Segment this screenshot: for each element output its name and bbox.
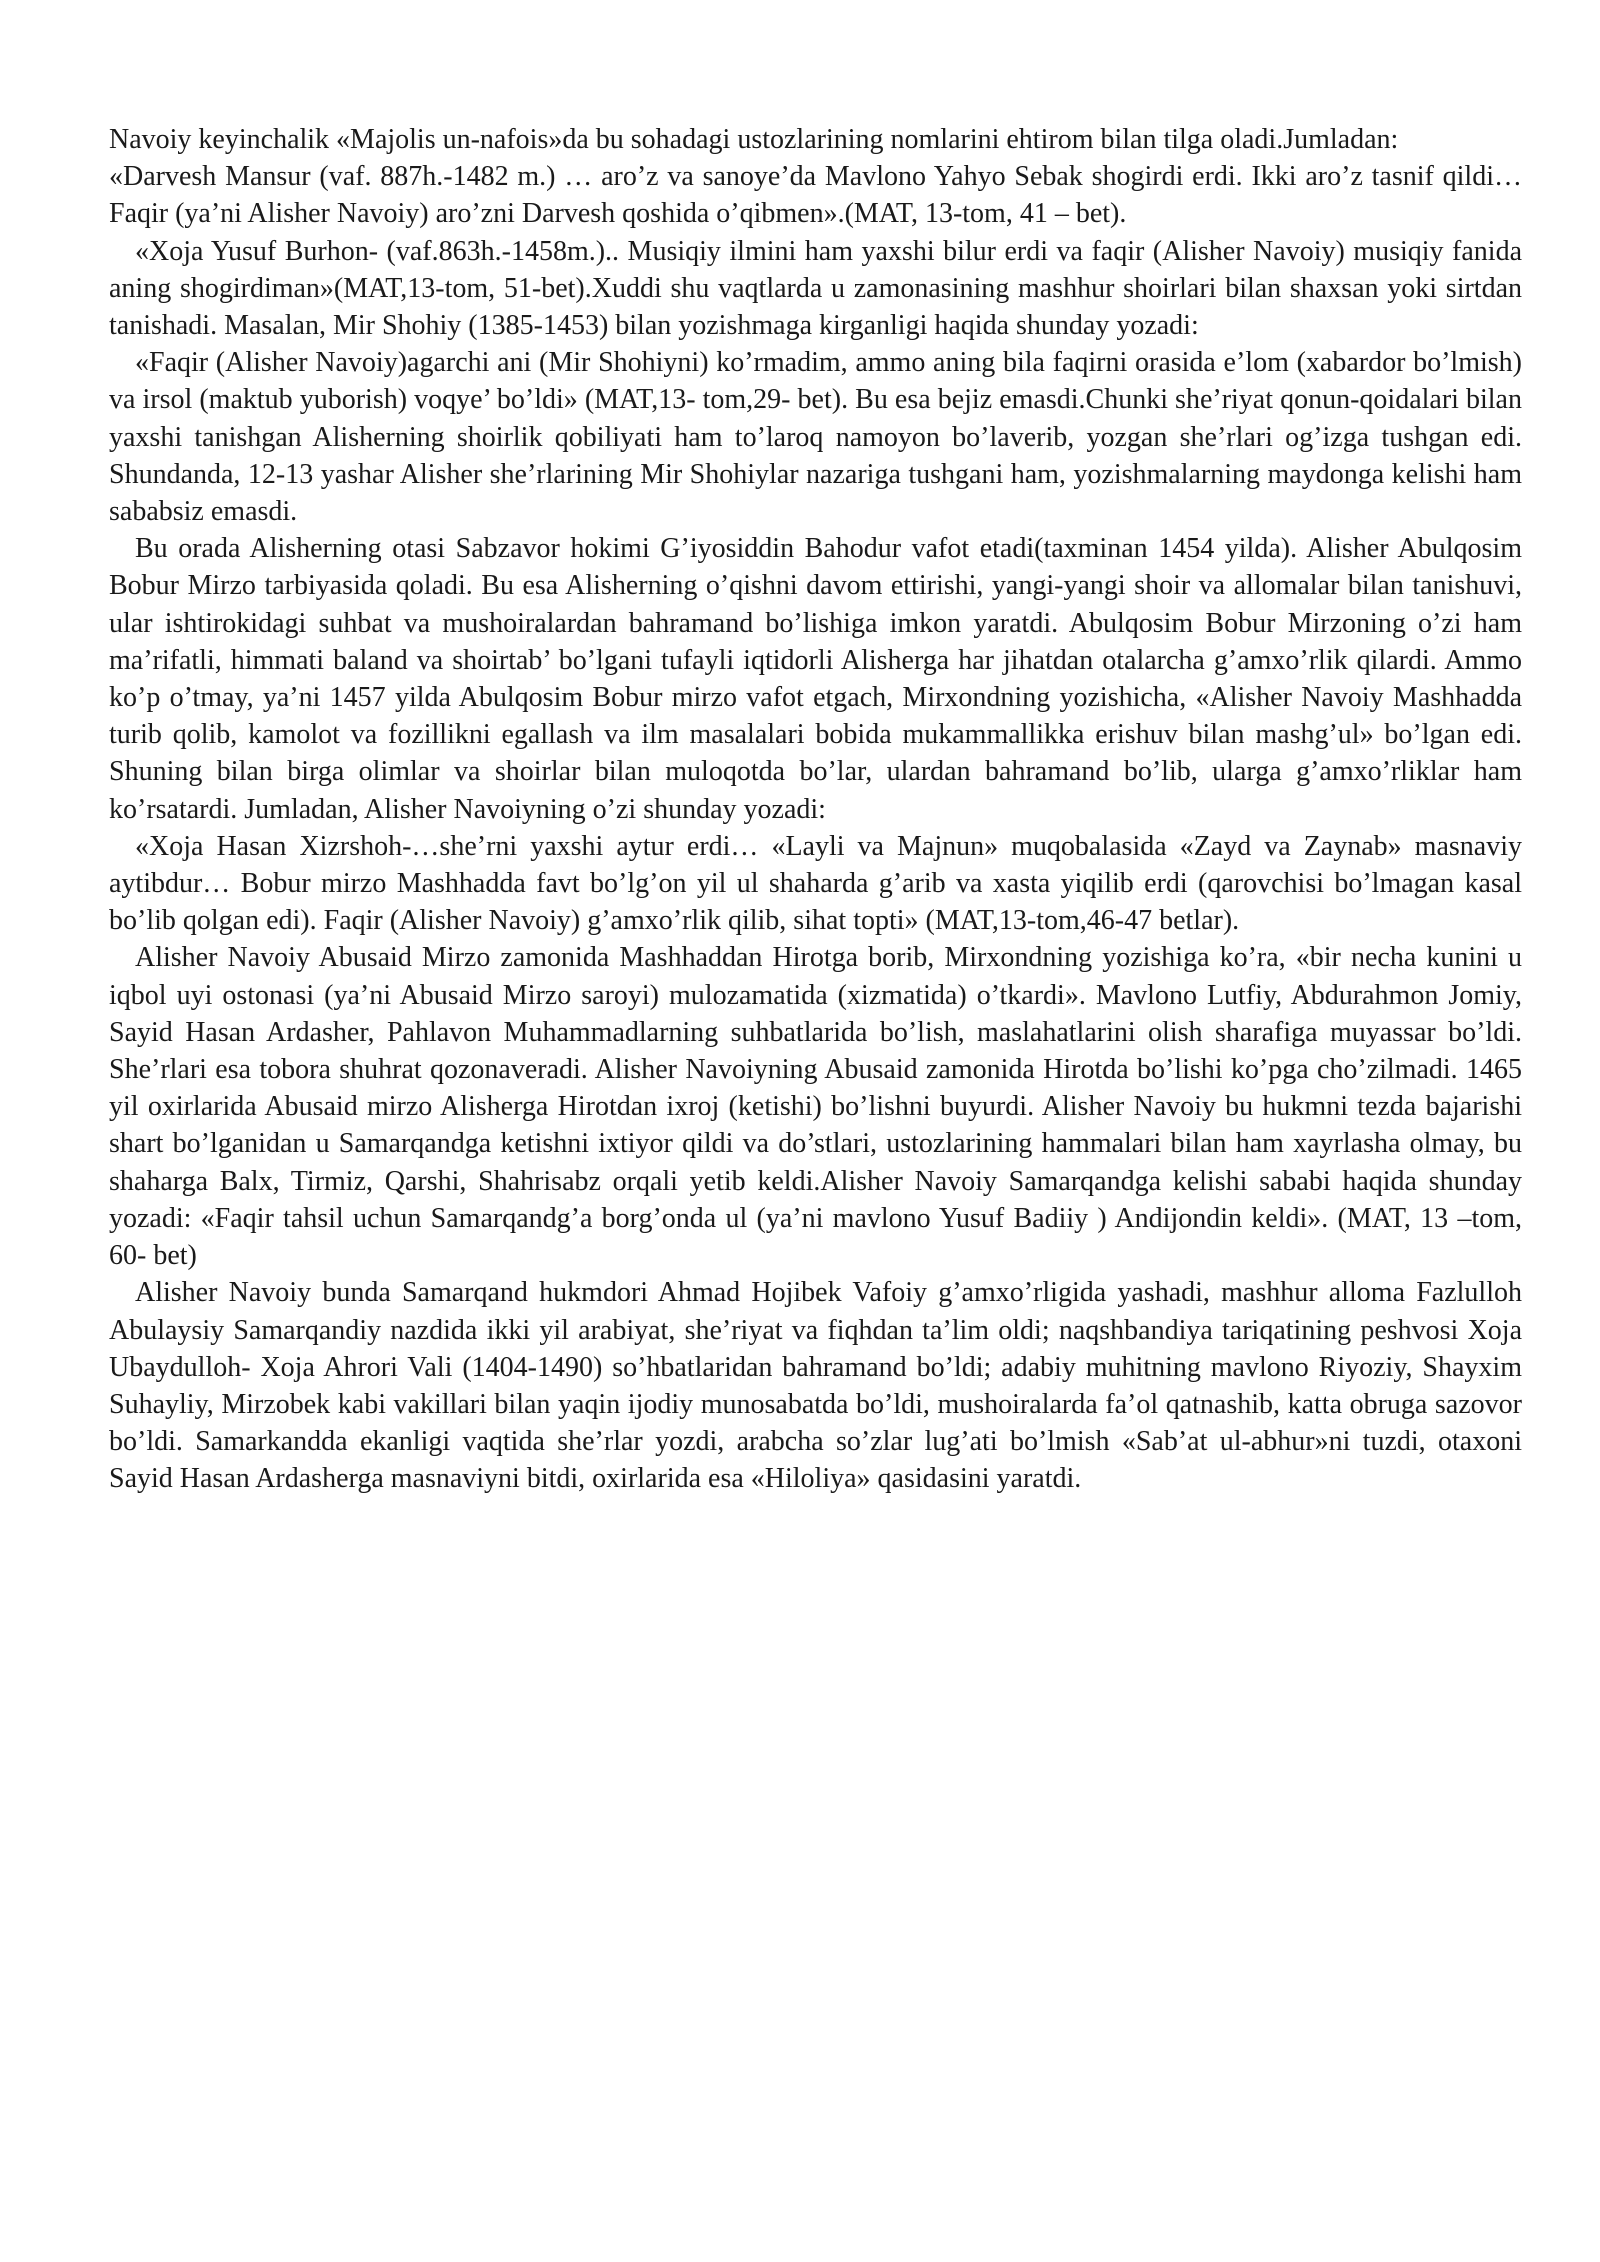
paragraph-4: «Faqir (Alisher Navoiy)agarchi ani (Mir Shohiyni) ko’rmadim, ammo aning bila faqirni orasida e’lom (xabardor bo’lmish) va irsol (maktub yuborish) voqye’ bo’ldi» (MAT,13- tom,29- bet). Bu esa bejiz emasdi.Chunki she’riyat qonun-qoidalari bilan yaxshi tanishgan Alisherning shoirlik qobiliyati ham to’laroq namoyon bo’laverib, yozgan she’rlari og’izga tushgan edi. Shundanda, 12-13 yashar Alisher she’rlarining Mir Shohiylar nazariga tushgani ham, yozishmalarning maydonga kelishi ham sababsiz emasdi. [109,347,1522,528]
document-page [109,121,1522,1498]
paragraph-6: «Xoja Hasan Xizrshoh-…she’rni yaxshi aytur erdi… «Layli va Majnun» muqobalasida «Zayd va Zaynab» masnaviy aytibdur… Bobur mirzo Mashhadda favt bo’lg’on yil ul shaharda g’arib va xasta yiqilib erdi (qarovchisi bo’lmagan kasal bo’lib qolgan edi). Faqir (Alisher Navoiy) g’amxo’rlik qilib, sihat topti» (MAT,13-tom,46-47 betlar). [109,830,1522,937]
paragraph-3: «Xoja Yusuf Burhon- (vaf.863h.-1458m.).. Musiqiy ilmini ham yaxshi bilur erdi va faqir (Alisher Navoiy) musiqiy fanida aning shogirdiman»(MAT,13-tom, 51-bet).Xuddi shu vaqtlarda u zamonasining mashhur shoirlari bilan shaxsan yoki sirtdan tanishadi. Masalan, Mir Shohiy (1385-1453) bilan yozishmaga kirganligi haqida shunday yozadi: [109,235,1522,342]
paragraph-8: Alisher Navoiy bunda Samarqand hukmdori Ahmad Hojibek Vafoiy g’amxo’rligida yashadi, mashhur alloma Fazlulloh Abulaysiy Samarqandiy nazdida ikki yil arabiyat, she’riyat va fiqhdan ta’lim oldi; naqshbandiya tariqatining peshvosi Xoja Ubaydulloh- Xoja Ahrori Vali (1404-1490) so’hbatlaridan bahramand bo’ldi; adabiy muhitning mavlono Riyoziy, Shayxim Suhayliy, Mirzobek kabi vakillari bilan yaqin ijodiy munosabatda bo’ldi, mushoiralarda fa’ol qatnashib, katta obruga sazovor bo’ldi. Samarkandda ekanligi vaqtida she’rlar yozdi, arabcha so’zlar lug’ati bo’lmish «Sab’at ul-abhur»ni tuzdi, otaxoni Sayid Hasan Ardasherga masnaviyni bitdi, oxirlarida esa «Hiloliya» qasidasini yaratdi. [109,1277,1522,1495]
paragraph-2: «Darvesh Mansur (vaf. 887h.-1482 m.) … aro’z va sanoye’da Mavlono Yahyo Sebak shogirdi erdi. Ikki aro’z tasnif qildi… Faqir (ya’ni Alisher Navoiy) aro’zni Darvesh qoshida o’qibmen».(MAT, 13-tom, 41 – bet). [109,161,1522,230]
paragraph-5: Bu orada Alisherning otasi Sabzavor hokimi G’iyosiddin Bahodur vafot etadi(taxminan 1454 yilda). Alisher Abulqosim Bobur Mirzo tarbiyasida qoladi. Bu esa Alisherning o’qishni davom ettirishi, yangi-yangi shoir va allomalar bilan tanishuvi, ular ishtirokidagi suhbat va mushoiralardan bahramand bo’lishiga imkon yaratdi. Abulqosim Bobur Mirzoning o’zi ham ma’rifatli, himmati baland va shoirtab’ bo’lgani tufayli iqtidorli Alisherga har jihatdan otalarcha g’amxo’rlik qilardi. Ammo ko’p o’tmay, ya’ni 1457 yilda Abulqosim Bobur mirzo vafot etgach, Mirxondning yozishicha, «Alisher Navoiy Mashhadda turib qolib, kamolot va fozillikni egallash va ilm masalalari bobida mukammallikka erishuv bilan mashg’ul» bo’lgan edi. Shuning bilan birga olimlar va shoirlar bilan muloqotda bo’lar, ulardan bahramand bo’lib, ularga g’amxo’rliklar ham ko’rsatardi. Jumladan, Alisher Navoiyning o’zi shunday yozadi: [109,533,1522,825]
paragraph-1: Navoiy keyinchalik «Majolis un-nafois»da bu sohadagi ustozlarining nomlarini ehtirom bilan tilga oladi.Jumladan: [109,124,1399,155]
paragraph-7: Alisher Navoiy Abusaid Mirzo zamonida Mashhaddan Hirotga borib, Mirxondning yozishiga ko’ra, «bir necha kunini u iqbol uyi ostonasi (ya’ni Abusaid Mirzo saroyi) mulozamatida (xizmatida) o’tkardi». Mavlono Lutfiy, Abdurahmon Jomiy, Sayid Hasan Ardasher, Pahlavon Muhammadlarning suhbatlarida bo’lish, maslahatlarini olish sharafiga muyassar bo’ldi. She’rlari esa tobora shuhrat qozonaveradi. Alisher Navoiyning Abusaid zamonida Hirotda bo’lishi ko’pga cho’zilmadi. 1465 yil oxirlarida Abusaid mirzo Alisherga Hirotdan ixroj (ketishi) bo’lishni buyurdi. Alisher Navoiy bu hukmni tezda bajarishi shart bo’lganidan u Samarqandga ketishni ixtiyor qildi va do’stlari, ustozlarining hammalari bilan ham xayrlasha olmay, bu shaharga Balx, Tirmiz, Qarshi, Shahrisabz orqali yetib keldi.Alisher Navoiy Samarqandga kelishi sababi haqida shunday yozadi: «Faqir tahsil uchun Samarqandg’a borg’onda ul (ya’ni mavlono Yusuf Badiiy ) Andijondin keldi». (MAT, 13 –tom, 60- bet) [109,942,1522,1272]
